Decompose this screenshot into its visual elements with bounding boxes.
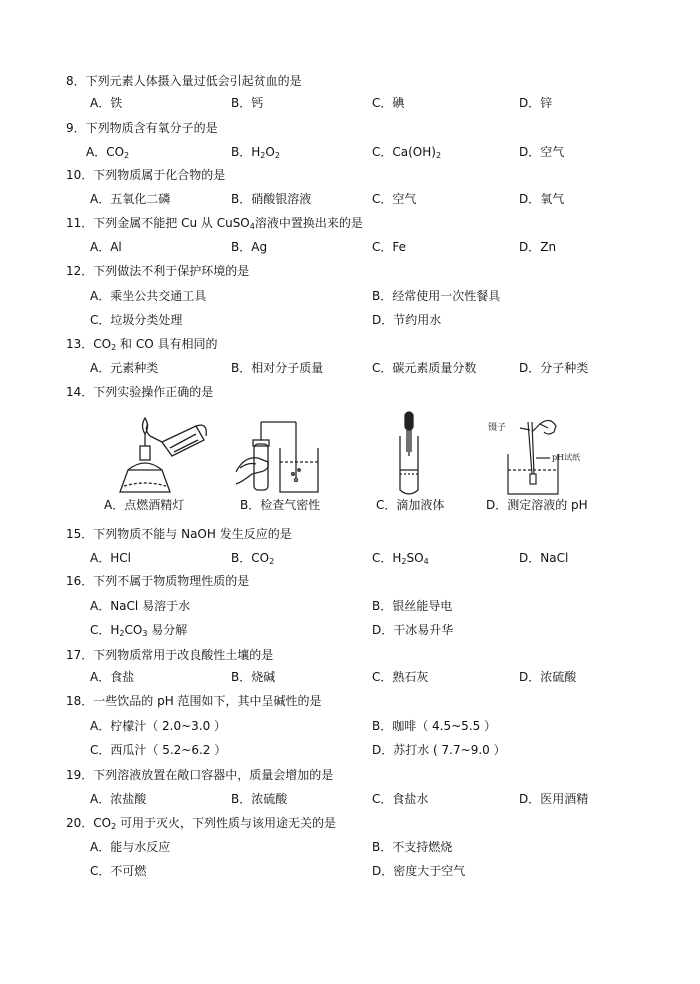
question-number: 12 bbox=[66, 264, 82, 278]
question-number: 20 bbox=[66, 816, 82, 830]
question-stem: ．下列金属不能把 Cu 从 CuSO bbox=[81, 216, 250, 230]
question-number: 9 bbox=[66, 121, 74, 135]
option-c: C．碳元素质量分数 bbox=[372, 361, 477, 375]
option-b: B．烧碱 bbox=[231, 670, 276, 684]
question-stem: ．一些饮品的 pH 范围如下，其中呈碱性的是 bbox=[81, 694, 322, 708]
question-9 bbox=[66, 121, 218, 135]
question-number: 14 bbox=[66, 385, 82, 399]
option-b: B．钙 bbox=[231, 96, 264, 110]
option-b: B．经常使用一次性餐具 bbox=[372, 289, 501, 303]
option-a: A．Al bbox=[90, 240, 122, 254]
question-stem: ．下列实验操作正确的是 bbox=[81, 385, 214, 399]
option-d: D．苏打水 ( 7.7~9.0 ） bbox=[372, 743, 506, 757]
option-d: D．分子种类 bbox=[519, 361, 589, 375]
option-c: C．$H_2CO_3$ 易分解 bbox=[90, 623, 188, 638]
question-10 bbox=[66, 168, 225, 182]
option-c: C．$Ca(OH)_2$ bbox=[372, 145, 442, 160]
question-16 bbox=[66, 574, 249, 588]
option-a: A．元素种类 bbox=[90, 361, 159, 375]
option-d: D．锌 bbox=[519, 96, 553, 110]
question-number: 11 bbox=[66, 216, 82, 230]
option-c: C．空气 bbox=[372, 192, 417, 206]
figure-caption-a: A．点燃酒精灯 bbox=[104, 498, 185, 512]
question-20: 20．$CO_2$ 可用于灭火，下列性质与该用途无关的是 bbox=[66, 816, 337, 831]
option-a: A．浓盐酸 bbox=[90, 792, 147, 806]
tweezers-label: 镊子 bbox=[488, 423, 507, 433]
option-c: C．垃圾分类处理 bbox=[90, 313, 183, 327]
option-c: C．不可燃 bbox=[90, 864, 147, 878]
question-19 bbox=[66, 768, 333, 782]
option-b: B．咖啡（ 4.5~5.5 ） bbox=[372, 719, 497, 733]
airtightness-illustration bbox=[230, 412, 340, 496]
question-13: 13．$CO_2$ 和 CO 具有相同的 bbox=[66, 337, 218, 352]
figure-caption-d: D．测定溶液的 pH bbox=[486, 498, 588, 512]
option-a: A．食盐 bbox=[90, 670, 135, 684]
option-b: B．$CO_2$ bbox=[231, 551, 275, 566]
question-stem: ．下列做法不利于保护环境的是 bbox=[81, 264, 250, 278]
question-number: 19 bbox=[66, 768, 82, 782]
option-b: B．不支持燃烧 bbox=[372, 840, 453, 854]
option-b: B．硝酸银溶液 bbox=[231, 192, 312, 206]
question-number: 13 bbox=[66, 337, 82, 351]
option-d: D．Zn bbox=[519, 240, 557, 254]
question-number: 18 bbox=[66, 694, 82, 708]
option-a: A．NaCl 易溶于水 bbox=[90, 599, 191, 613]
option-b: B．银丝能导电 bbox=[372, 599, 453, 613]
option-c: C．$H_2SO_4$ bbox=[372, 551, 429, 566]
figure-caption-b: B．检查气密性 bbox=[240, 498, 321, 512]
question-number: 10 bbox=[66, 168, 82, 182]
option-a: A．乘坐公共交通工具 bbox=[90, 289, 207, 303]
option-a: A．HCl bbox=[90, 551, 131, 565]
option-a: A．柠檬汁（ 2.0~3.0 ） bbox=[90, 719, 227, 733]
option-a: A．铁 bbox=[90, 96, 123, 110]
option-d: D．浓硫酸 bbox=[519, 670, 577, 684]
option-a: A．$CO_2$ bbox=[86, 145, 130, 160]
question-number: 17 bbox=[66, 648, 82, 662]
dropper-illustration bbox=[380, 410, 440, 498]
option-d: D．干冰易升华 bbox=[372, 623, 454, 637]
experiment-figure bbox=[80, 410, 620, 522]
question-number: 8 bbox=[66, 74, 74, 88]
question-stem: ．下列不属于物质物理性质的是 bbox=[81, 574, 250, 588]
ph-test-illustration bbox=[488, 414, 608, 498]
question-stem: ．下列物质属于化合物的是 bbox=[81, 168, 226, 182]
option-d: D．空气 bbox=[519, 145, 565, 159]
option-d: D．NaCl bbox=[519, 551, 569, 565]
question-8 bbox=[66, 74, 302, 88]
option-c: C．西瓜汁（ 5.2~6.2 ） bbox=[90, 743, 227, 757]
question-number: 16 bbox=[66, 574, 82, 588]
question-stem: ．下列物质不能与 NaOH 发生反应的是 bbox=[81, 527, 292, 541]
question-14 bbox=[66, 385, 213, 399]
question-17 bbox=[66, 648, 273, 662]
question-stem: ．下列元素人体摄入量过低会引起贫血的是 bbox=[73, 74, 302, 88]
option-b: B．相对分子质量 bbox=[231, 361, 324, 375]
option-c: C．食盐水 bbox=[372, 792, 429, 806]
option-d: D．节约用水 bbox=[372, 313, 442, 327]
option-b: B．$H_2O_2$ bbox=[231, 145, 280, 160]
question-number: 15 bbox=[66, 527, 82, 541]
option-d: D．密度大于空气 bbox=[372, 864, 466, 878]
option-c: C．熟石灰 bbox=[372, 670, 429, 684]
figure-caption-c: C．滴加液体 bbox=[376, 498, 445, 512]
option-d: D．医用酒精 bbox=[519, 792, 589, 806]
option-b: B．浓硫酸 bbox=[231, 792, 288, 806]
option-c: C．Fe bbox=[372, 240, 407, 254]
option-c: C．碘 bbox=[372, 96, 405, 110]
question-11: 11．下列金属不能把 Cu 从 CuSO$_4$溶液中置换出来的是 bbox=[66, 216, 363, 231]
ph-paper-label: pH试纸 bbox=[552, 453, 581, 462]
question-12 bbox=[66, 264, 249, 278]
option-d: D．氧气 bbox=[519, 192, 565, 206]
option-b: B．Ag bbox=[231, 240, 268, 254]
question-stem: ．下列物质含有氧分子的是 bbox=[73, 121, 218, 135]
question-stem: ．CO bbox=[81, 816, 112, 830]
question-stem: ．下列溶液放置在敞口容器中，质量会增加的是 bbox=[81, 768, 334, 782]
question-18 bbox=[66, 694, 322, 708]
alcohol-lamp-illustration bbox=[100, 412, 210, 496]
option-a: A．能与水反应 bbox=[90, 840, 171, 854]
question-stem: ．下列物质常用于改良酸性土壤的是 bbox=[81, 648, 274, 662]
question-stem: ．CO bbox=[81, 337, 112, 351]
question-15 bbox=[66, 527, 292, 541]
option-a: A．五氧化二磷 bbox=[90, 192, 171, 206]
